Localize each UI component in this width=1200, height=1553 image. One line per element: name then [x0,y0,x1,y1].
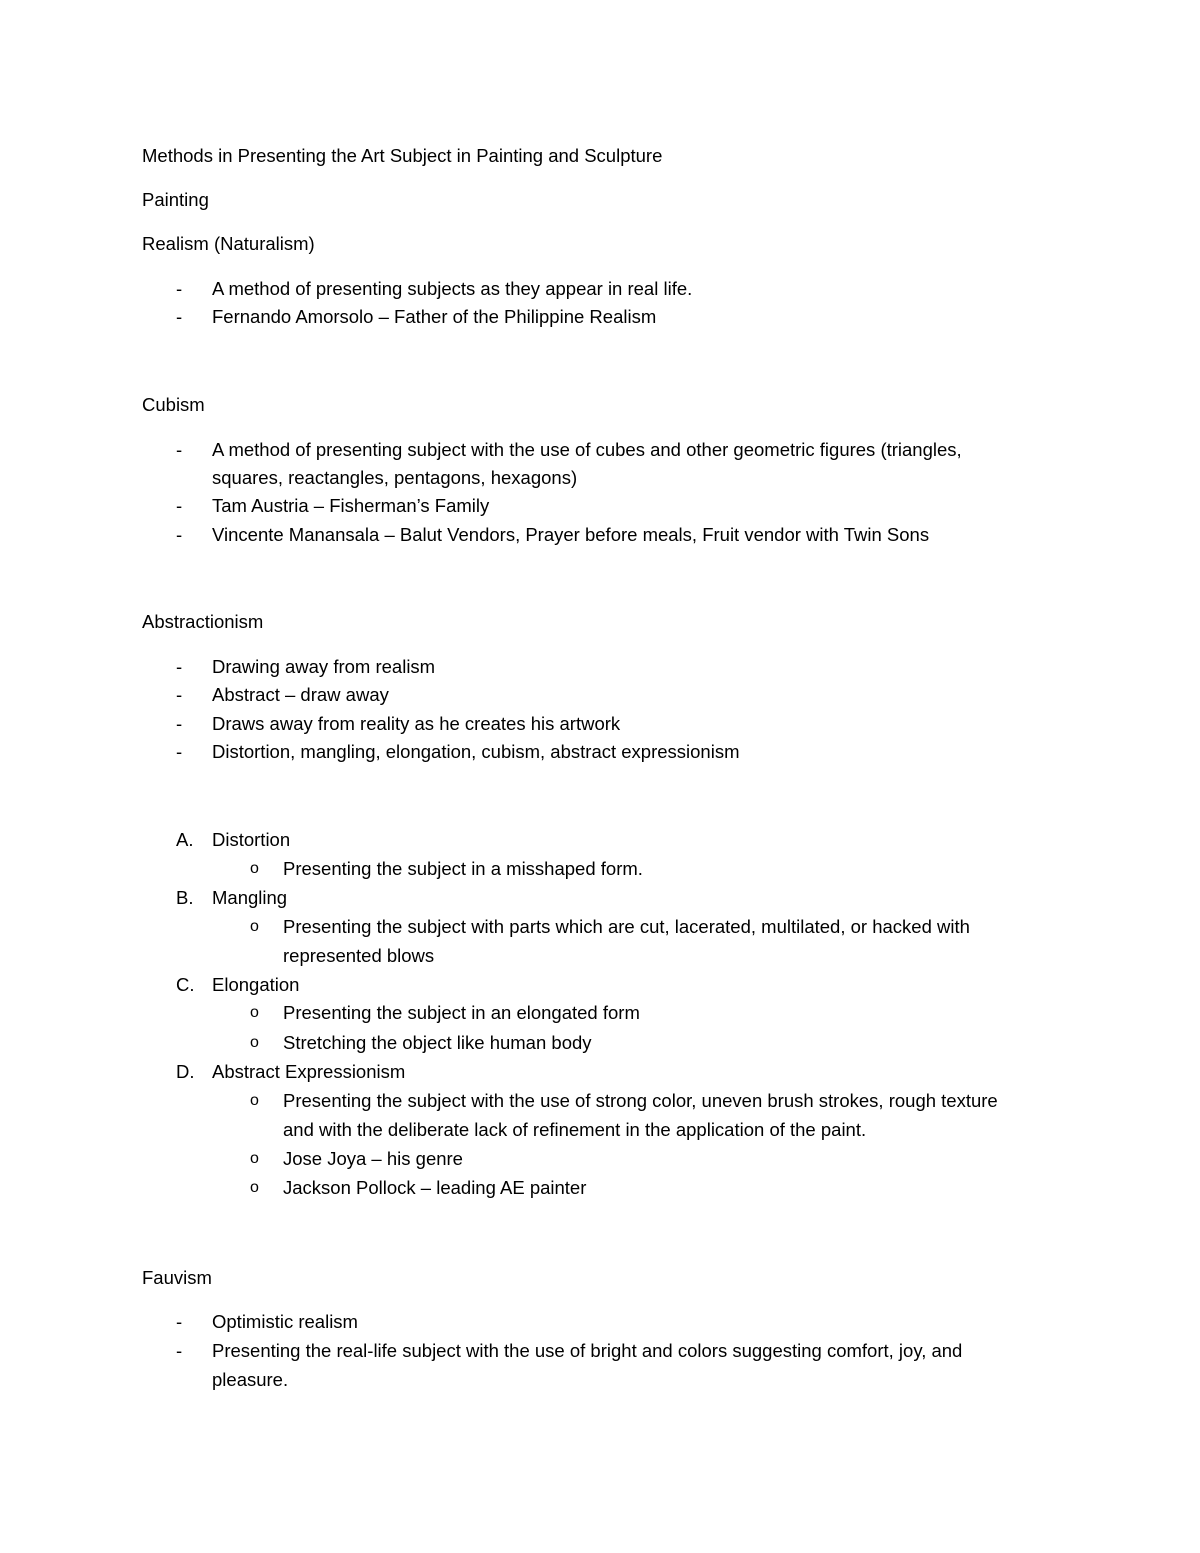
dash-bullet: - [176,741,183,762]
document-title: Methods in Presenting the Art Subject in Painting and Sculpture [142,145,663,166]
dash-bullet: - [176,278,183,299]
ordered-list-letter: D. [176,1061,195,1082]
list-item: Vincente Manansala – Balut Vendors, Prayer before meals, Fruit vendor with Twin Sons [212,524,930,545]
type-name-abstract-expressionism: Abstract Expressionism [212,1061,406,1082]
list-item: Presenting the real-life subject with the use of bright and colors suggesting comfort, joy, and [212,1340,963,1361]
list-item-continuation: squares, reactangles, pentagons, hexagons) [212,467,578,488]
sub-list-item: Jackson Pollock – leading AE painter [283,1177,587,1198]
circle-bullet: o [250,1092,259,1109]
list-item-continuation: pleasure. [212,1369,289,1390]
dash-bullet: - [176,1311,183,1332]
dash-bullet: - [176,495,183,516]
list-item: Draws away from reality as he creates his artwork [212,713,621,734]
sub-list-item: Jose Joya – his genre [283,1148,463,1169]
list-item: Tam Austria – Fisherman’s Family [212,495,490,516]
dash-bullet: - [176,684,183,705]
circle-bullet: o [250,1179,259,1196]
circle-bullet: o [250,1004,259,1021]
ordered-list-letter: C. [176,974,195,995]
list-item: Drawing away from realism [212,656,436,677]
list-item: Abstract – draw away [212,684,389,705]
sub-list-item: Presenting the subject with parts which are cut, lacerated, multilated, or hacked with [283,916,970,937]
dash-bullet: - [176,306,183,327]
list-item: Fernando Amorsolo – Father of the Philippine Realism [212,306,657,327]
circle-bullet: o [250,860,259,877]
dash-bullet: - [176,1340,183,1361]
sub-list-item-continuation: and with the deliberate lack of refinement in the application of the paint. [283,1119,867,1140]
dash-bullet: - [176,439,183,460]
heading-abstractionism: Abstractionism [142,611,264,632]
heading-fauvism: Fauvism [142,1267,212,1288]
heading-cubism: Cubism [142,394,205,415]
type-name-elongation: Elongation [212,974,300,995]
sub-list-item-continuation: represented blows [283,945,435,966]
dash-bullet: - [176,656,183,677]
sub-list-item: Presenting the subject with the use of strong color, uneven brush strokes, rough texture [283,1090,998,1111]
circle-bullet: o [250,1034,259,1051]
list-item: A method of presenting subject with the use of cubes and other geometric figures (triangles, [212,439,962,460]
sub-list-item: Presenting the subject in a misshaped form. [283,858,643,879]
heading-realism: Realism (Naturalism) [142,233,315,254]
dash-bullet: - [176,524,183,545]
sub-list-item: Stretching the object like human body [283,1032,592,1053]
type-name-mangling: Mangling [212,887,288,908]
type-name-distortion: Distortion [212,829,291,850]
list-item: Optimistic realism [212,1311,358,1332]
sub-list-item: Presenting the subject in an elongated form [283,1002,640,1023]
dash-bullet: - [176,713,183,734]
list-item: A method of presenting subjects as they appear in real life. [212,278,693,299]
section-heading-painting: Painting [142,189,209,210]
ordered-list-letter: A. [176,829,194,850]
circle-bullet: o [250,918,259,935]
list-item: Distortion, mangling, elongation, cubism, abstract expressionism [212,741,740,762]
circle-bullet: o [250,1150,259,1167]
ordered-list-letter: B. [176,887,194,908]
